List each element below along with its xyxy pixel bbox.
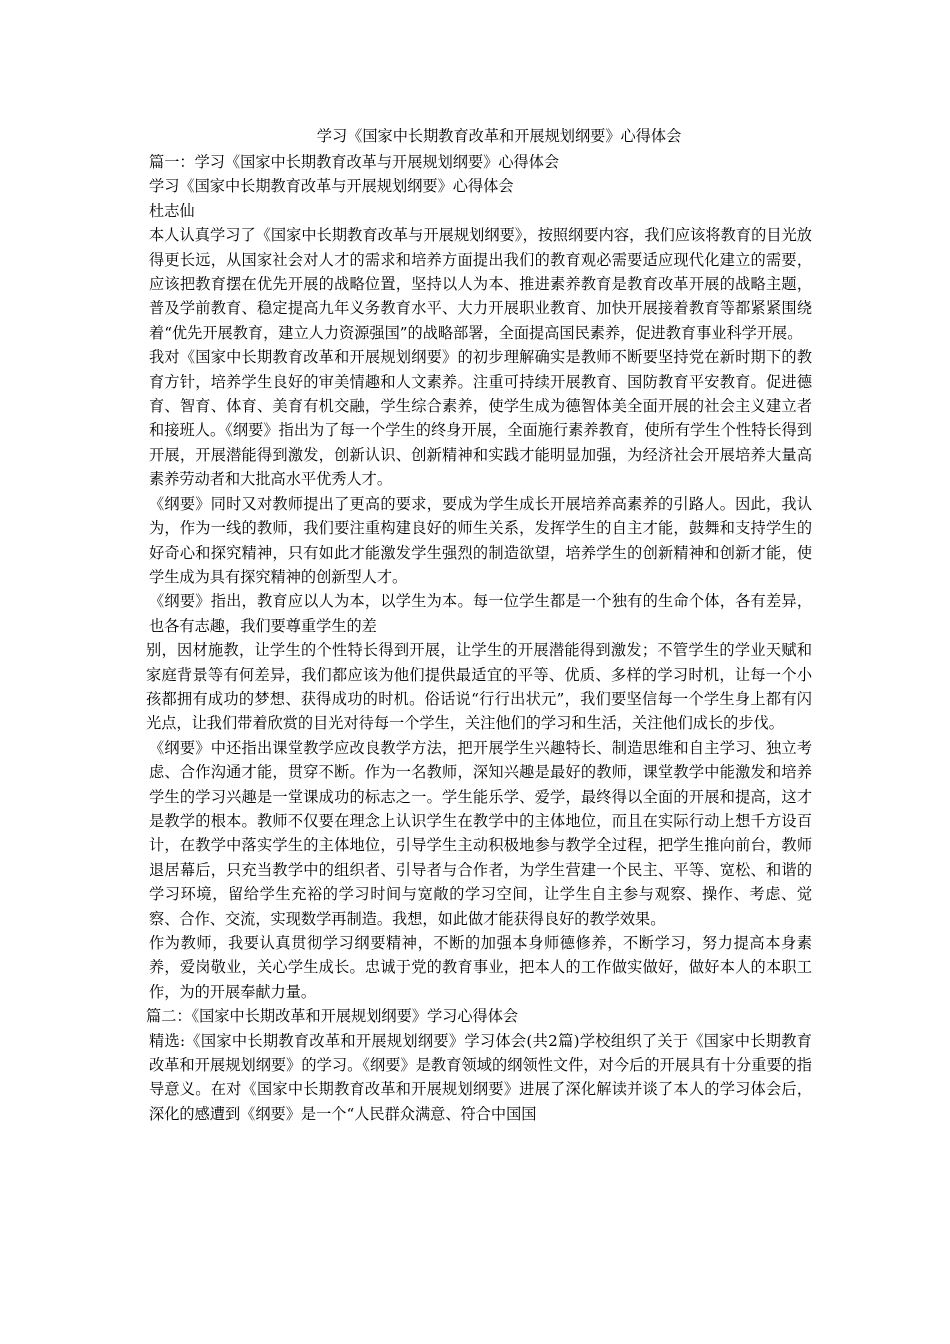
author-name: 杜志仙 [149,201,195,220]
section-heading-1: 篇一：学习《国家中长期教育改革与开展规划纲要》心得体会 [149,153,560,171]
document-title: 学习《国家中长期教育改革和开展规划纲要》心得体会 [316,127,682,145]
paragraph-8: 精选:《国家中长期教育改革和开展规划纲要》学习体会(共2篇)学校组织了关于《国家中长期教育改革和开展规划纲要》的学习。《纲要》是教育领域的纲领性文件，对今后的开展具有十分重要的指导意义。在对《国家中长期教育改革和开展规划纲要》进展了深化解读并谈了本人的学习体会后，深化的感遭到《纲要》是一个“人民群众满意、符合中国国 [149,1031,812,1123]
paragraph-7: 作为教师，我要认真贯彻学习纲要精神，不断的加强本身师德修养，不断学习，努力提高本身素养，爱岗敬业，关心学生成长。忠诚于党的教育事业，把本人的工作做实做好，做好本人的本职工作，为的开展奉献力量。 [149,934,812,1001]
paragraph-3: 《纲要》同时又对教师提出了更高的要求，要成为学生成长开展培养高素养的引路人。因此，我认为，作为一线的教师，我们要注重构建良好的师生关系，发挥学生的自主才能，鼓舞和支持学生的好奇心和探究精神，只有如此才能激发学生强烈的制造欲望，培养学生的创新精神和创新才能，使学生成为具有探究精神的创新型人才。 [149,494,812,586]
paragraph-4: 《纲要》指出，教育应以人为本，以学生为本。每一位学生都是一个独有的生命个体，各有差异，也各有志趣，我们要尊重学生的差 [149,592,812,635]
paragraph-1: 本人认真学习了《国家中长期教育改革与开展规划纲要》，按照纲要内容，我们应该将教育的目光放得更长远，从国家社会对人才的需求和培养方面提出我们的教育观必需要适应现代化建立的需要，应该把教育摆在优先开展的战略位置，坚持以人为本、推进素养教育是教育改革开展的战略主题，普及学前教育、稳定提高九年义务教育水平、大力开展职业教育、加快开展接着教育等都紧紧围绕着“优先开展教育，建立人力资源强国”的战略部署，全面提高国民素养，促进教育事业科学开展。 [149,226,812,342]
paragraph-6: 《纲要》中还指出课堂教学应改良教学方法，把开展学生兴趣特长、制造思维和自主学习、独立考虑、合作沟通才能，贯穿不断。作为一名教师，深知兴趣是最好的教师，课堂教学中能激发和培养学生的学习兴趣是一堂课成功的标志之一。学生能乐学、爱学，最终得以全面的开展和提高，这才是教学的根本。教师不仅要在理念上认识学生在教学中的主体地位，而且在实际行动上想千方设百计，在教学中落实学生的主体地位，引导学生主动积极地参与教学全过程，把学生推向前台，教师退居幕后，只充当教学中的组织者、引导者与合作者，为学生营建一个民主、平等、宽松、和谐的学习环境，留给学生充裕的学习时间与宽敞的学习空间，让学生自主参与观察、操作、考虑、觉察、合作、交流，实现数学再制造。我想，如此做才能获得良好的教学效果。 [149,738,812,928]
paragraph-2: 我对《国家中长期教育改革和开展规划纲要》的初步理解确实是教师不断要坚持党在新时期下的教育方针，培养学生良好的审美情趣和人文素养。注重可持续开展教育、国防教育平安教育。促进德育、智育、体育、美育有机交融，学生综合素养，使学生成为德智体美全面开展的社会主义建立者和接班人。《纲要》指出为了每一个学生的终身开展，全面施行素养教育，使所有学生个性特长得到开展，开展潜能得到激发，创新认识、创新精神和实践才能明显加强，为经济社会开展培养大量高素养劳动者和大批高水平优秀人才。 [149,348,812,489]
paragraph-5: 别，因材施教，让学生的个性特长得到开展，让学生的开展潜能得到激发；不管学生的学业天赋和家庭背景等有何差异，我们都应该为他们提供最适宜的平等、优质、多样的学习时机，让每一个小孩都拥有成功的梦想、获得成功的时机。俗话说“行行出状元”，我们要坚信每一个学生身上都有闪光点，让我们带着欣赏的目光对待每一个学生，关注他们的学习和生活，关注他们成长的步伐。 [146,641,812,733]
section-subtitle-1: 学习《国家中长期教育改革与开展规划纲要》心得体会 [149,177,514,196]
section-heading-2: 篇二：《国家中长期改革和开展规划纲要》学习心得体会 [146,1007,519,1026]
document-page [146,124,812,1126]
